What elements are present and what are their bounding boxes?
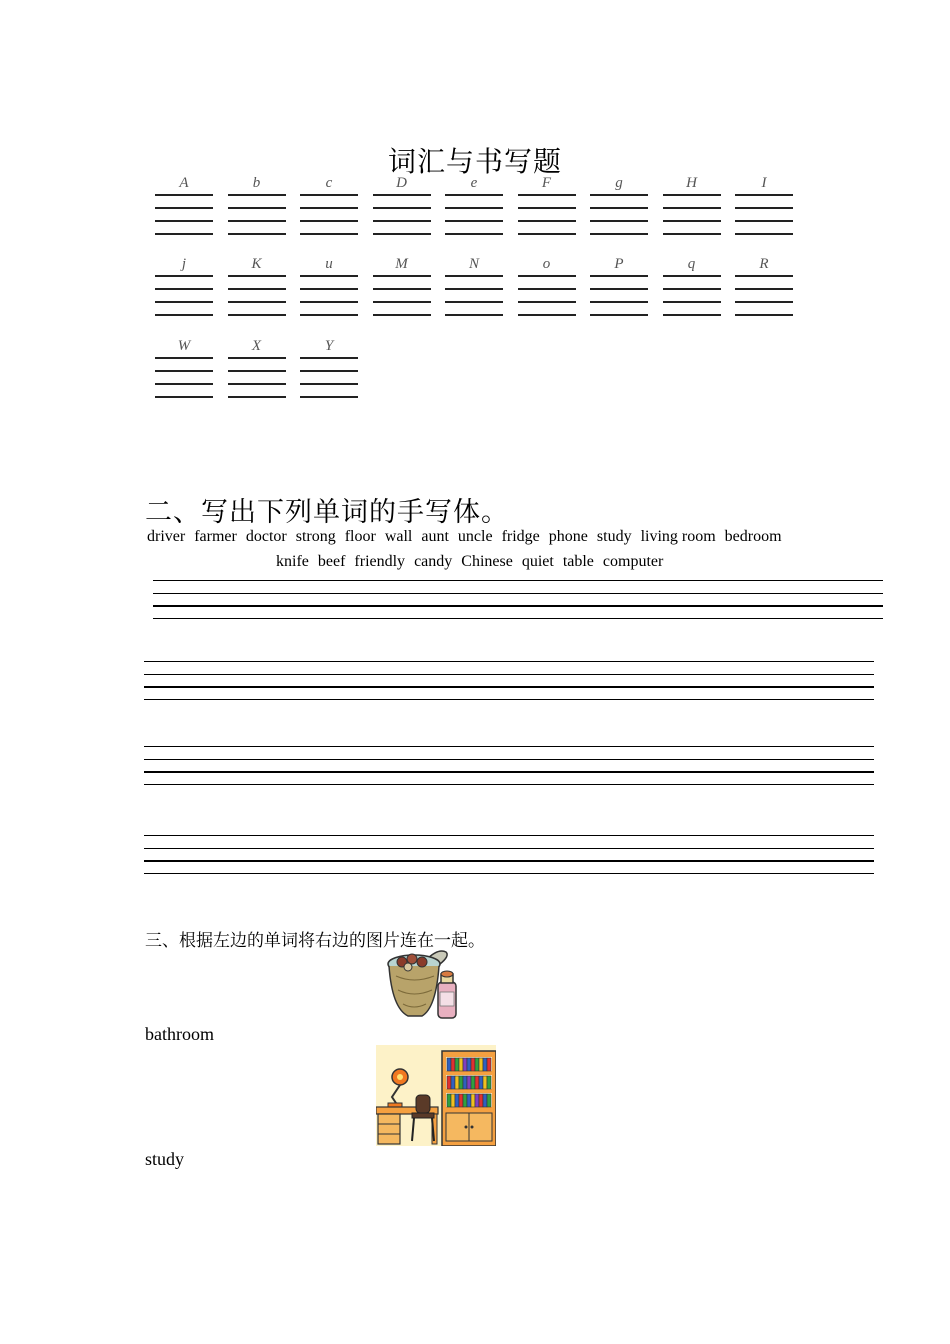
- four-line-grid[interactable]: [155, 275, 213, 319]
- letter-practice-cell[interactable]: [445, 256, 503, 336]
- four-line-grid[interactable]: [663, 275, 721, 319]
- four-line-grid[interactable]: [373, 275, 431, 319]
- four-line-grid[interactable]: [590, 275, 648, 319]
- letter-row-3: [155, 338, 795, 418]
- four-line-grid[interactable]: [518, 194, 576, 238]
- vocabulary-word: living room: [640, 528, 716, 545]
- letter-practice-cell[interactable]: [155, 338, 213, 418]
- letter-label: R: [759, 256, 769, 272]
- letter-label: e: [470, 175, 478, 191]
- word-list-line-1: [147, 528, 791, 546]
- four-line-grid[interactable]: [228, 194, 286, 238]
- match-word-bathroom: bathroom: [145, 1024, 214, 1044]
- four-line-grid[interactable]: [300, 357, 358, 401]
- vocabulary-word: quiet: [521, 553, 554, 570]
- letter-label: X: [251, 338, 262, 354]
- letter-practice-cell[interactable]: [735, 175, 793, 255]
- writing-lines-4[interactable]: [144, 835, 874, 875]
- four-line-grid[interactable]: [590, 194, 648, 238]
- study-room-picture[interactable]: [376, 1045, 496, 1146]
- letter-label: D: [396, 175, 407, 191]
- letter-label: N: [468, 256, 479, 272]
- letter-practice-cell[interactable]: [300, 338, 358, 418]
- letter-practice-cell[interactable]: [155, 175, 213, 255]
- letter-row-1: [155, 175, 795, 255]
- vocabulary-word: uncle: [457, 528, 493, 545]
- letter-practice-cell[interactable]: [228, 256, 286, 336]
- four-line-grid[interactable]: [155, 357, 213, 401]
- vocabulary-word: computer: [602, 553, 664, 570]
- letter-practice-cell[interactable]: [373, 256, 431, 336]
- letter-label: F: [541, 175, 552, 191]
- four-line-grid[interactable]: [445, 275, 503, 319]
- letter-practice-cell[interactable]: [155, 256, 213, 336]
- four-line-grid[interactable]: [228, 275, 286, 319]
- vocabulary-word: candy: [414, 553, 453, 570]
- letter-label: c: [325, 175, 333, 191]
- letter-practice-cell[interactable]: [228, 175, 286, 255]
- four-line-grid[interactable]: [518, 275, 576, 319]
- food-bowl-picture[interactable]: [386, 946, 460, 1022]
- vocabulary-word: driver: [147, 528, 186, 545]
- four-line-grid[interactable]: [735, 194, 793, 238]
- vocabulary-word: wall: [384, 528, 413, 545]
- four-line-grid[interactable]: [373, 194, 431, 238]
- letter-practice-cell[interactable]: [518, 175, 576, 255]
- letter-label: M: [395, 256, 408, 272]
- letter-practice-cell[interactable]: [663, 256, 721, 336]
- letter-row-2: [155, 256, 795, 336]
- letter-practice-cell[interactable]: [445, 175, 503, 255]
- vocabulary-word: table: [562, 553, 594, 570]
- letter-label: j: [181, 256, 187, 272]
- letter-practice-cell[interactable]: [228, 338, 286, 418]
- vocabulary-word: knife: [276, 553, 309, 570]
- letter-practice-cell[interactable]: [590, 175, 648, 255]
- word-list-line-2: [276, 553, 672, 571]
- letter-label: g: [615, 175, 623, 191]
- letter-label: K: [251, 256, 262, 272]
- writing-lines-1[interactable]: [153, 580, 883, 620]
- letter-label: P: [614, 256, 624, 272]
- vocabulary-word: bedroom: [724, 528, 782, 545]
- letter-practice-cell[interactable]: [373, 175, 431, 255]
- four-line-grid[interactable]: [663, 194, 721, 238]
- writing-lines-3[interactable]: [144, 746, 874, 786]
- letter-practice-cell[interactable]: [518, 256, 576, 336]
- letter-practice-cell[interactable]: [735, 256, 793, 336]
- section-3-heading: 三、根据左边的单词将右边的图片连在一起。: [145, 931, 485, 951]
- vocabulary-word: doctor: [245, 528, 287, 545]
- vocabulary-word: friendly: [354, 553, 406, 570]
- four-line-grid[interactable]: [445, 194, 503, 238]
- vocabulary-word: floor: [344, 528, 376, 545]
- four-line-grid[interactable]: [155, 194, 213, 238]
- four-line-grid[interactable]: [735, 275, 793, 319]
- letter-practice-cell[interactable]: [590, 256, 648, 336]
- page-title: 词汇与书写题: [387, 145, 562, 178]
- four-line-grid[interactable]: [300, 275, 358, 319]
- vocabulary-word: beef: [317, 553, 346, 570]
- letter-label: u: [325, 256, 333, 272]
- letter-label: b: [252, 175, 261, 191]
- letter-practice-cell[interactable]: [300, 175, 358, 255]
- letter-label: A: [179, 175, 189, 191]
- letter-label: Y: [324, 338, 334, 354]
- letter-label: o: [542, 256, 551, 272]
- vocabulary-word: phone: [548, 528, 588, 545]
- letter-label: q: [687, 256, 696, 272]
- match-word-study: study: [145, 1149, 185, 1169]
- letter-practice-cell[interactable]: [663, 175, 721, 255]
- section-2-heading: 二、写出下列单词的手写体。: [145, 497, 509, 528]
- vocabulary-word: strong: [295, 528, 336, 545]
- letter-label: W: [177, 338, 191, 354]
- letter-label: I: [761, 175, 767, 191]
- four-line-grid[interactable]: [228, 357, 286, 401]
- letter-label: H: [686, 175, 697, 191]
- vocabulary-word: fridge: [501, 528, 540, 545]
- writing-lines-2[interactable]: [144, 661, 874, 701]
- four-line-grid[interactable]: [300, 194, 358, 238]
- vocabulary-word: aunt: [421, 528, 449, 545]
- vocabulary-word: study: [596, 528, 632, 545]
- vocabulary-word: Chinese: [461, 553, 513, 570]
- letter-practice-cell[interactable]: [300, 256, 358, 336]
- vocabulary-word: farmer: [194, 528, 237, 545]
